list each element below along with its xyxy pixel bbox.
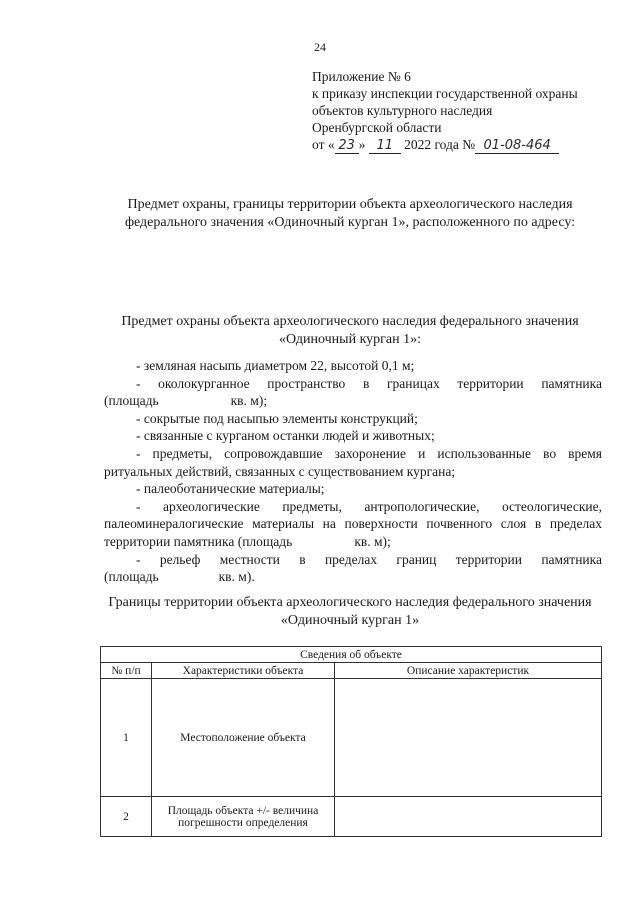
list-item: - сокрытые под насыпью элементы конструкций; xyxy=(136,410,418,426)
table-row xyxy=(101,797,602,837)
appendix-org: объектов культурного наследия xyxy=(312,103,493,118)
list-item: - палеоботанические материалы; xyxy=(136,481,325,497)
protection-subject-list xyxy=(104,357,602,586)
row-description xyxy=(335,679,602,797)
header-description: Описание характеристик xyxy=(335,663,602,679)
borders-title: Границы территории объекта археологического наследия федерального значения «Одиночный курган 1» xyxy=(108,595,592,628)
list-item: - предметы, сопровождавшие захоронение и использованные во время ритуальных действий, связанных с существованием кургана; xyxy=(104,445,602,479)
appendix-order-ref: к приказу инспекции государственной охраны xyxy=(312,86,578,101)
row-characteristic: Площадь объекта +/- величина погрешности определения xyxy=(152,797,335,837)
header-characteristic: Характеристики объекта xyxy=(152,663,335,679)
row-characteristic: Местоположение объекта xyxy=(152,679,335,797)
table-row xyxy=(101,679,602,797)
row-number: 1 xyxy=(101,679,152,797)
list-item-continuation xyxy=(104,568,602,586)
appendix-date-line xyxy=(312,136,578,154)
row-description xyxy=(335,797,602,837)
area-suffix: кв. м); xyxy=(230,393,268,409)
date-year: 2022 года № xyxy=(404,137,476,152)
appendix-header xyxy=(312,68,578,154)
area-suffix: кв. м). xyxy=(218,569,255,585)
date-mid: » xyxy=(358,137,366,152)
list-item-continuation xyxy=(104,392,602,410)
date-day: 23 xyxy=(335,139,359,154)
page-number: 24 xyxy=(314,40,326,54)
protection-subject-title: Предмет охраны объекта археологического наследия федерального значения «Одиночный курган 1»: xyxy=(121,314,579,347)
area-prefix: (площадь xyxy=(104,393,159,409)
list-item: - околокурганное пространство в границах территории памятника xyxy=(136,375,602,391)
appendix-number: Приложение № 6 xyxy=(312,69,411,84)
appendix-region: Оренбургской области xyxy=(312,120,442,135)
area-prefix: (площадь xyxy=(104,569,159,585)
date-month: 11 xyxy=(369,139,401,154)
document-title: Предмет охраны, границы территории объекта археологического наследия федерального значения «Одиночный курган 1», расположенного по адресу: xyxy=(124,197,576,230)
item-text: - археологические предметы, антропологические, остеологические, палеоминералогические материалы на поверхности почвенного слоя в пределах территории памятника (площадь xyxy=(104,498,602,549)
list-item xyxy=(104,498,602,551)
object-info-table xyxy=(100,646,602,837)
header-number: № п/п xyxy=(101,663,152,679)
list-item: - земляная насыпь диаметром 22, высотой 0,1 м; xyxy=(136,358,415,373)
table-caption: Сведения об объекте xyxy=(101,647,602,663)
date-prefix: от « xyxy=(312,137,335,152)
list-item: - рельеф местности в пределах границ территории памятника xyxy=(136,551,602,567)
list-item: - связанные с курганом останки людей и животных; xyxy=(136,428,435,444)
order-number: 01-08-464 xyxy=(475,139,559,154)
row-number: 2 xyxy=(101,797,152,837)
area-suffix: кв. м); xyxy=(354,533,391,549)
